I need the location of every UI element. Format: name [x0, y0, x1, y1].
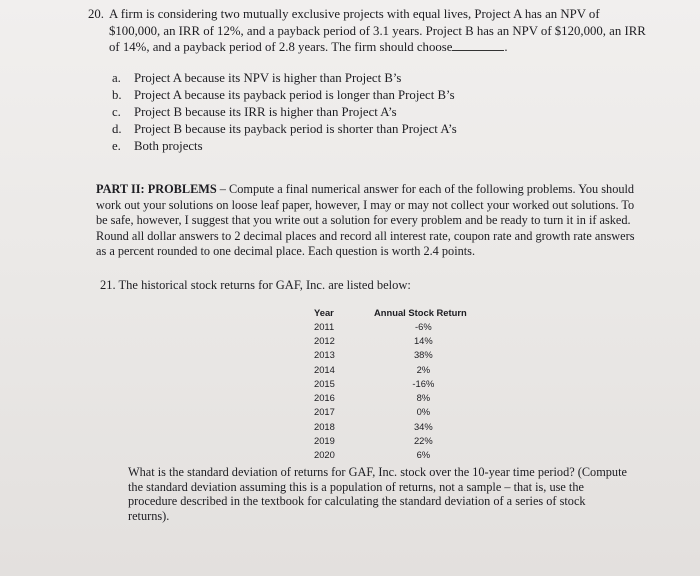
table-row: 2015 -16%: [314, 377, 435, 389]
answer-blank: [452, 39, 504, 51]
choice-b: b. Project A because its payback period is longer than Project B’s: [112, 88, 455, 102]
question-20-text: A firm is considering two mutually exclusive projects with equal lives, Project A has an NPV of $100,000, an IRR of 12%, and a payback period of 3.1 years. Project B has an NPV of $120,000, an IRR of 14%, and a payback period of 2.8 years. The firm should choose: [109, 7, 646, 54]
year-header: Year: [314, 306, 334, 318]
table-row: 2016 8%: [314, 392, 431, 404]
question-21-intro: 21. The historical stock returns for GAF, Inc. are listed below:: [100, 278, 411, 292]
choice-d: d. Project B because its payback period is shorter than Project A’s: [112, 122, 457, 136]
part-2-text: – Compute a final numerical answer for each of the following problems. You should work out your solutions on loose leaf paper, however, I may or may not collect your worked out solutions. To be safe, however, I suggest that you write out a solution for every problem and be ready to turn it in if asked. Round all dollar answers to 2 decimal places and record all interest rate, coupon rate and growth rate answers as a percent rounded to one decimal place. Each question is worth 2.4 points.: [96, 182, 635, 258]
table-row: 2020 6%: [314, 449, 431, 461]
table-row: 2013 38%: [314, 349, 433, 361]
question-20-number: 20.: [88, 7, 104, 21]
table-row: 2014 2%: [314, 363, 431, 375]
return-header: Annual Stock Return: [374, 306, 467, 318]
table-row: 2019 22%: [314, 435, 433, 447]
choice-c: c. Project B because its IRR is higher than Project A’s: [112, 105, 397, 119]
question-21-text: What is the standard deviation of returns for GAF, Inc. stock over the 10-year time period? (Compute the standard deviation assuming this is a population of returns, not a sample – that is, use the procedure described in the textbook for calculating the standard deviation of a series of stock returns).: [128, 465, 627, 523]
part-2-title: PART II: PROBLEMS: [96, 182, 217, 196]
table-row: 2012 14%: [314, 334, 433, 346]
choice-a: a. Project A because its NPV is higher than Project B’s: [112, 71, 402, 85]
part-2-instructions: [96, 182, 642, 260]
table-row: 2017 0%: [314, 406, 431, 418]
question-20-choices: [112, 70, 457, 155]
stock-returns-table: [314, 305, 467, 462]
table-row: 2018 34%: [314, 420, 433, 432]
table-row: 2011 -6%: [314, 320, 432, 332]
question-20: 20. A firm is considering two mutually exclusive projects with equal lives, Project A has an NPV of $100,000, an IRR of 12%, and a payback period of 3.1 years. Project B has an NPV of $120,000, an IRR of 14%, and a payback period of 2.8 years. The firm should choose .: [88, 7, 646, 54]
choice-e: e. Both projects: [112, 139, 203, 153]
